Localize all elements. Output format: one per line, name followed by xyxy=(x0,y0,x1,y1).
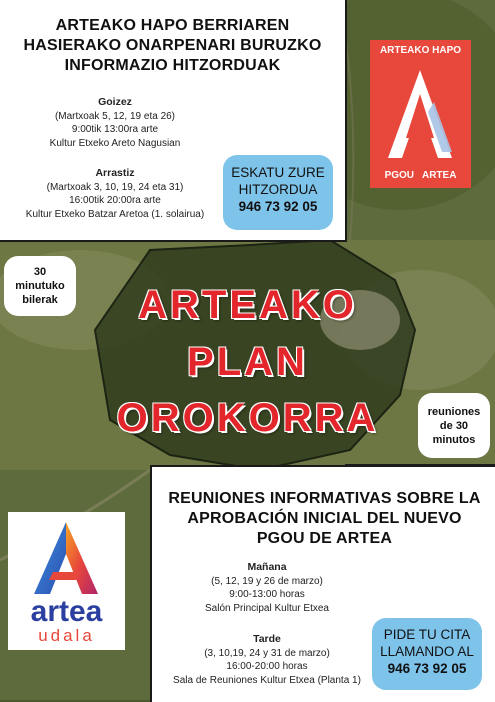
basque-appointment-badge xyxy=(223,155,333,230)
cta-eu-line-2: HITZORDUA xyxy=(238,182,318,197)
basque-morning-hours: 9:00tik 13:00ra arte xyxy=(71,124,159,135)
headline-line-2: PLAN xyxy=(187,340,308,384)
spanish-afternoon-hours: 16:00-20:00 horas xyxy=(226,661,308,672)
basque-afternoon-place: Kultur Etxeko Batzar Aretoa (1. solairua) xyxy=(25,208,205,220)
spanish-afternoon-place: Sala de Reuniones Kultur Etxea (Planta 1) xyxy=(173,674,361,686)
spanish-appointment-badge xyxy=(372,618,482,690)
spanish-afternoon-dates: (3, 10,19, 24 y 31 de marzo) xyxy=(204,647,330,659)
artea-udala-logo xyxy=(8,512,125,650)
cta-eu-phone: 946 73 92 05 xyxy=(238,199,318,214)
basque-title-line-2: HASIERAKO ONARPENARI BURUZKO xyxy=(23,37,322,54)
spanish-title-line-3: PGOU DE ARTEA xyxy=(256,530,393,547)
spanish-afternoon-heading: Tarde xyxy=(253,633,281,645)
basque-morning-dates: (Martxoak 5, 12, 19 eta 26) xyxy=(54,110,176,122)
basque-afternoon-hours: 16:00tik 20:00ra arte xyxy=(69,195,161,206)
basque-title-line-1: ARTEAKO HAPO BERRIAREN xyxy=(55,17,290,34)
hapo-logo-bottom-text: PGOU ARTEA xyxy=(384,170,457,181)
artea-logo-sub: udala xyxy=(38,626,95,645)
spanish-duration-badge xyxy=(418,393,490,458)
artea-logo-name: artea xyxy=(30,595,103,628)
artea-a-icon xyxy=(8,512,125,602)
spanish-morning-place: Salón Principal Kultur Etxea xyxy=(205,602,329,614)
hapo-logo-top-text: ARTEAKO HAPO xyxy=(379,45,462,56)
bubble-es-line-3: minutos xyxy=(432,433,476,446)
headline-line-1: ARTEAKO xyxy=(138,283,357,327)
cta-es-phone: 946 73 92 05 xyxy=(387,661,467,676)
bubble-es-line-2: de 30 xyxy=(439,419,469,432)
spanish-morning-heading: Mañana xyxy=(247,561,287,573)
spanish-title-line-2: APROBACIÓN INICIAL DEL NUEVO xyxy=(187,510,462,527)
bubble-eu-line-3: bilerak xyxy=(22,294,58,306)
headline-line-3: OROKORRA xyxy=(116,396,379,440)
basque-morning-place: Kultur Etxeko Areto Nagusian xyxy=(49,137,181,149)
cta-es-line-1: PIDE TU CITA xyxy=(383,627,471,642)
spanish-morning-hours: 9:00-13:00 horas xyxy=(229,589,305,600)
hapo-a-icon xyxy=(370,40,471,188)
cta-es-line-2: LLAMANDO AL xyxy=(380,644,474,659)
bubble-es-line-1: reuniones xyxy=(427,405,481,418)
bubble-eu-line-1: 30 xyxy=(33,266,47,278)
basque-afternoon-heading: Arrastiz xyxy=(95,167,135,179)
basque-morning-heading: Goizez xyxy=(98,96,132,108)
basque-afternoon-dates: (Martxoak 3, 10, 19, 24 eta 31) xyxy=(46,181,184,193)
spanish-morning-dates: (5, 12, 19 y 26 de marzo) xyxy=(211,575,323,587)
basque-title-line-3: INFORMAZIO HITZORDUAK xyxy=(64,57,281,74)
hapo-logo xyxy=(370,40,471,188)
cta-eu-line-1: ESKATU ZURE xyxy=(231,165,325,180)
bubble-eu-line-2: minutuko xyxy=(15,280,65,292)
spanish-title-line-1: REUNIONES INFORMATIVAS SOBRE LA xyxy=(168,490,481,507)
